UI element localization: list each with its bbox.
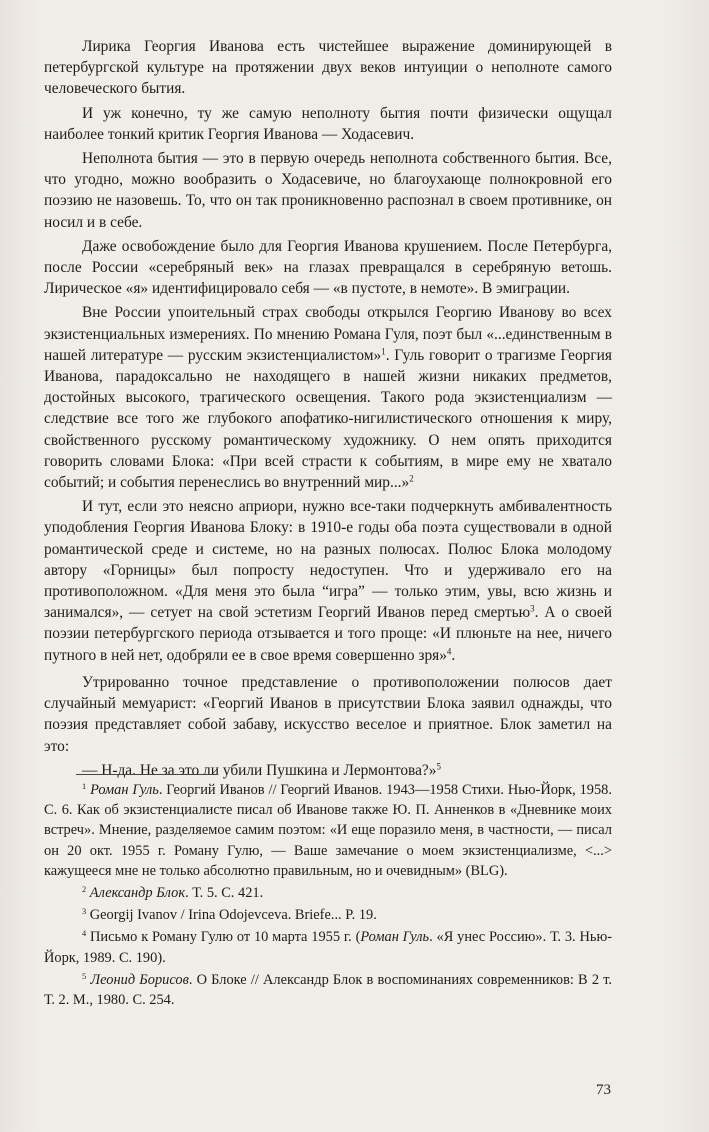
footnotes [44,780,612,1012]
page-number: 73 [596,1082,611,1098]
paragraph-5-cont: . Гуль говорит о трагизме Георгия Иванова, парадоксально не находящего в нашей жизни никаких предметов, достойных высокого, трагического освещения. Такого рода экзистенциализм — следствие все того же глубокого апофатико-нигилистического отношения к миру, свойственного русскому романтическому художнику. О нем опять приходится говорить словами Блока: «При всей страсти к событиям, в мире ему не хватало событий; и события перенеслись во внутренний мир...» [44,346,612,492]
main-text [44,36,612,784]
footnote-5 [44,970,612,1010]
paragraph-6 [44,496,612,666]
paragraph-8-text: — Н-да. Не за это ли убили Пушкина и Лермонтова?» [82,761,437,779]
footnote-3 [44,905,612,925]
paragraph-4: Даже освобождение было для Георгия Иванова крушением. После Петербурга, после России «серебряный век» на глазах превращался в серебряную ветошь. Лирическое «я» идентифицировало себя — «в пустоте, в немоте». В эмиграции. [44,237,612,298]
footnote-2 [44,883,612,903]
footnote-number: 3 [82,907,87,917]
footnote-text: Georgij Ivanov / Irina Odojevceva. Briefe... P. 19. [89,907,377,924]
paragraph-7: Утрированно точное представление о противоположении полюсов дает случайный мемуарист: «Георгий Иванов в присутствии Блока заявил однажды, что поэзия представляет собой забаву, искусство веселое и приятное. Блок заметил на это: [44,673,612,755]
footnote-author: Роман Гуль [90,782,159,798]
footnote-rule [76,774,218,775]
footnote-number: 1 [82,781,87,791]
footnote-1 [44,780,612,881]
footnote-text: Письмо к Роману Гулю от 10 марта 1955 г. ( [90,929,361,946]
footnote-author: Александр Блок [89,885,186,902]
paragraph-8 [44,760,612,781]
footnote-text: . «Я унес Россию». Т. 3. Нью-Йорк, 1989. С. 190). [44,929,612,966]
footnote-ref-3: 3 [530,603,535,614]
footnote-ref-2: 2 [409,473,414,484]
paragraph-1: Лирика Георгия Иванова есть чистейшее выражение доминирующей в петербургской культуре на протяжении двух веков интуиции о неполноте самого человеческого бытия. [44,38,612,98]
paragraph-2: И уж конечно, ту же самую неполноту бытия почти физически ощущал наиболее тонкий критик Георгия Иванова — Ходасевич. [44,104,612,143]
footnote-number: 4 [82,929,87,939]
footnote-author: Леонид Борисов [90,971,189,988]
paragraph-3: Неполнота бытия — это в первую очередь неполнота собственного бытия. Все, что угодно, можно вообразить о Ходасевиче, но благоухающе полнокровной его поэзию не назовешь. То, что он так проникновенно распознал в своем противнике, он носил и в себе. [44,150,612,231]
footnote-text: . Т. 5. С. 421. [185,885,264,902]
footnote-ref-1: 1 [381,346,386,357]
footnote-4 [44,927,612,967]
paragraph-6-start: И тут, если это неясно априори, нужно все-таки подчеркнуть амбивалентность уподобления Георгия Иванова Блоку: в 1910-е годы оба поэта существовали в одной романтической среде и системе, но на разных полюсах. Полюс Блока молодому автору «Горницы» был попросту недоступен. Что и удерживало его на противоположном. «Для меня это была “игра” — только этим, увы, всю жизнь и занимался», — сетует на свой эстетизм Георгий Иванов перед смертью [44,498,612,622]
footnote-text: . Георгий Иванов // Георгий Иванов. 1943—1958 Стихи. Нью-Йорк, 1958. С. 6. Как об экзистенциалисте писал об Иванове также Ю. П. Анненков в «Дневнике моих встреч». Мнение, разделяемое самим поэтом: «И еще поразило меня, в частности, — писал он 20 окт. 1955 г. Роману Гулю, — Ваше замечание о моем экзистенциализме, <...> кажущееся мне не только абсолютно правильным, но и очевидным» (BLG). [44,782,612,879]
footnote-number: 2 [82,884,87,894]
paragraph-6-cont: . А о своей поэзии петербургского периода отзывается и того проще: «И плюньте на нее, ничего путного в ней нет, одобряли ее в свое время совершенно зря» [44,604,612,664]
footnote-ref-5: 5 [436,761,441,772]
footnote-author: Роман Гуль [360,929,430,946]
paragraph-5 [44,302,612,493]
footnote-text: . О Блоке // Александр Блок в воспоминаниях современников: В 2 т. Т. 2. М., 1980. С. 254. [44,971,612,1009]
footnote-number: 5 [82,971,87,981]
paragraph-6-end: . [451,646,456,664]
paragraph-5-start: Вне России упоительный страх свободы открылся Георгию Иванову во всех экзистенциальных измерениях. По мнению Романа Гуля, поэт был «...единственным в нашей литературе — русским экзистенциалистом» [44,304,612,364]
footnote-ref-4: 4 [446,646,452,657]
